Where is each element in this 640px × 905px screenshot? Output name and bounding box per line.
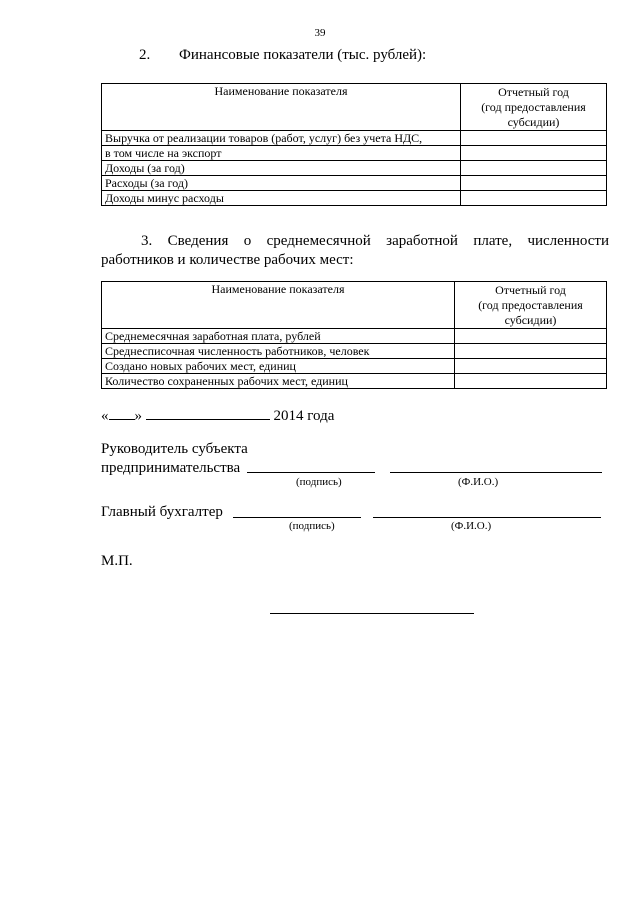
value-cell[interactable] xyxy=(461,146,607,161)
value-cell[interactable] xyxy=(455,329,607,344)
month-blank[interactable] xyxy=(146,405,270,420)
table-row xyxy=(102,191,607,206)
row-label: Среднемесячная заработная плата, рублей xyxy=(102,329,455,344)
row-label: Создано новых рабочих мест, единиц xyxy=(102,359,455,374)
date-line xyxy=(101,405,334,425)
year-text: 2014 года xyxy=(273,408,335,424)
value-cell[interactable] xyxy=(461,191,607,206)
head-signature-caption: (подпись) xyxy=(296,476,342,488)
head-name-caption: (Ф.И.О.) xyxy=(458,476,499,488)
salary-employees-table xyxy=(101,281,607,389)
row-label: Расходы (за год) xyxy=(102,176,461,191)
day-blank[interactable] xyxy=(109,405,135,420)
row-label: Доходы минус расходы xyxy=(102,191,461,206)
accountant-signature-line[interactable] xyxy=(233,517,361,518)
header-year-line: Отчетный год xyxy=(498,85,569,99)
table-row xyxy=(102,131,607,146)
row-label: Среднесписочная численность работников, человек xyxy=(102,344,455,359)
table-row xyxy=(102,374,607,389)
value-cell[interactable] xyxy=(455,359,607,374)
header-year-cell xyxy=(461,84,607,131)
stamp-place: М.П. xyxy=(101,553,133,569)
page-number: 39 xyxy=(314,27,326,39)
header-year-line: (год предоставления xyxy=(481,100,586,114)
table-row xyxy=(102,344,607,359)
table-row xyxy=(102,359,607,374)
bottom-separator-line xyxy=(270,613,474,614)
open-quote: « xyxy=(101,408,109,424)
value-cell[interactable] xyxy=(455,374,607,389)
row-label: Доходы (за год) xyxy=(102,161,461,176)
row-label: Выручка от реализации товаров (работ, услуг) без учета НДС, xyxy=(102,131,461,146)
accountant-name-line[interactable] xyxy=(373,517,601,518)
table-row xyxy=(102,329,607,344)
accountant-label: Главный бухгалтер xyxy=(101,504,223,520)
row-label: Количество сохраненных рабочих мест, единиц xyxy=(102,374,455,389)
section2-heading xyxy=(139,47,426,64)
header-year-line: Отчетный год xyxy=(495,283,566,297)
head-label-line2: предпринимательства xyxy=(101,460,241,476)
table-header-row xyxy=(102,282,607,329)
financial-indicators-table xyxy=(101,83,607,206)
accountant-signature-caption: (подпись) xyxy=(289,520,335,532)
value-cell[interactable] xyxy=(461,176,607,191)
table-header-row xyxy=(102,84,607,131)
header-year-line: субсидии) xyxy=(507,115,560,129)
section2-title: Финансовые показатели (тыс. рублей): xyxy=(179,47,427,63)
head-label-line1: Руководитель субъекта xyxy=(101,441,248,457)
header-name-cell: Наименование показателя xyxy=(102,84,461,131)
table-row xyxy=(102,161,607,176)
value-cell[interactable] xyxy=(461,161,607,176)
section3-heading: 3. Сведения о среднемесячной заработной плате, численности работников и количестве рабочих мест: xyxy=(101,233,609,268)
close-quote: » xyxy=(134,408,142,424)
accountant-name-caption: (Ф.И.О.) xyxy=(451,520,492,532)
table-row xyxy=(102,146,607,161)
header-year-cell xyxy=(455,282,607,329)
header-name-cell: Наименование показателя xyxy=(102,282,455,329)
head-name-line[interactable] xyxy=(390,472,602,473)
section2-number: 2. xyxy=(139,47,151,63)
value-cell[interactable] xyxy=(461,131,607,146)
head-label xyxy=(101,440,248,478)
table-row xyxy=(102,176,607,191)
header-year-line: субсидии) xyxy=(504,313,557,327)
head-signature-line[interactable] xyxy=(247,472,375,473)
row-label: в том числе на экспорт xyxy=(102,146,461,161)
value-cell[interactable] xyxy=(455,344,607,359)
header-year-line: (год предоставления xyxy=(478,298,583,312)
